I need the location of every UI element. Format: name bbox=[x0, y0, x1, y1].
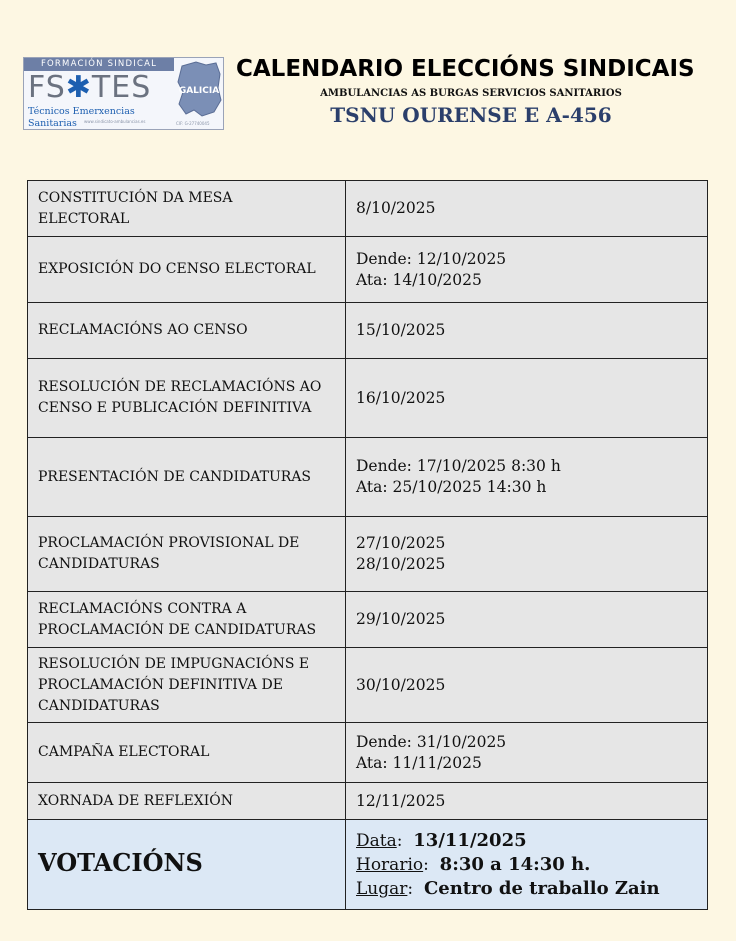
row-label: RECLAMACIÓNS AO CENSO bbox=[28, 303, 346, 359]
table-row bbox=[28, 438, 708, 517]
row-label: RESOLUCIÓN DE IMPUGNACIÓNS E PROCLAMACIÓN DEFINITIVA DE CANDIDATURAS bbox=[28, 648, 346, 723]
election-calendar-table bbox=[27, 180, 708, 910]
unit-name: TSNU OURENSE E A-456 bbox=[330, 103, 612, 127]
row-label: CAMPAÑA ELECTORAL bbox=[28, 723, 346, 783]
row-value: 30/10/2025 bbox=[346, 648, 708, 723]
logo-band: FORMACIÓN SINDICAL bbox=[24, 58, 174, 71]
fstes-logo bbox=[23, 57, 224, 130]
row-value: Dende: 12/10/2025 Ata: 14/10/2025 bbox=[346, 237, 708, 303]
logo-subtitle: Técnicos Emerxencias Sanitarias bbox=[28, 106, 135, 129]
row-label: EXPOSICIÓN DO CENSO ELECTORAL bbox=[28, 237, 346, 303]
table-row bbox=[28, 181, 708, 237]
row-value: 8/10/2025 bbox=[346, 181, 708, 237]
row-label: CONSTITUCIÓN DA MESA ELECTORAL bbox=[28, 181, 346, 237]
table-row bbox=[28, 723, 708, 783]
star-of-life-icon: ✱ bbox=[65, 70, 92, 105]
row-value: 27/10/2025 28/10/2025 bbox=[346, 517, 708, 592]
row-label: PROCLAMACIÓN PROVISIONAL DE CANDIDATURAS bbox=[28, 517, 346, 592]
row-label: PRESENTACIÓN DE CANDIDATURAS bbox=[28, 438, 346, 517]
row-value: Dende: 31/10/2025 Ata: 11/11/2025 bbox=[346, 723, 708, 783]
logo-url: www.sindicato-ambulancias.es bbox=[84, 119, 146, 124]
table-row bbox=[28, 303, 708, 359]
table-row bbox=[28, 359, 708, 438]
voting-place: Lugar: Centro de traballo Zain bbox=[356, 877, 660, 899]
row-value: 15/10/2025 bbox=[346, 303, 708, 359]
row-value: Dende: 17/10/2025 8:30 h Ata: 25/10/2025 14:30 h bbox=[346, 438, 708, 517]
voting-details bbox=[346, 820, 708, 910]
logo-cif: CIF: G-27740045 bbox=[176, 121, 210, 126]
row-label: RESOLUCIÓN DE RECLAMACIÓNS AO CENSO E PUBLICACIÓN DEFINITIVA bbox=[28, 359, 346, 438]
page-title: CALENDARIO ELECCIÓNS SINDICAIS bbox=[236, 56, 695, 82]
voting-date: Data: 13/11/2025 bbox=[356, 829, 527, 851]
table-row bbox=[28, 517, 708, 592]
logo-region: GALICIA bbox=[178, 86, 220, 96]
table-row bbox=[28, 648, 708, 723]
voting-row bbox=[28, 820, 708, 910]
row-value: 29/10/2025 bbox=[346, 592, 708, 648]
voting-label: VOTACIÓNS bbox=[38, 847, 203, 877]
row-label: RECLAMACIÓNS CONTRA A PROCLAMACIÓN DE CANDIDATURAS bbox=[28, 592, 346, 648]
table-row bbox=[28, 237, 708, 303]
table-row bbox=[28, 783, 708, 820]
logo-mark: FS✱TES bbox=[28, 70, 152, 105]
row-value: 16/10/2025 bbox=[346, 359, 708, 438]
row-value: 12/11/2025 bbox=[346, 783, 708, 820]
voting-time: Horario: 8:30 a 14:30 h. bbox=[356, 853, 591, 875]
table-row bbox=[28, 592, 708, 648]
voting-label-cell bbox=[28, 820, 346, 910]
row-label: XORNADA DE REFLEXIÓN bbox=[28, 783, 346, 820]
company-name: AMBULANCIAS AS BURGAS SERVICIOS SANITARIOS bbox=[320, 88, 622, 99]
